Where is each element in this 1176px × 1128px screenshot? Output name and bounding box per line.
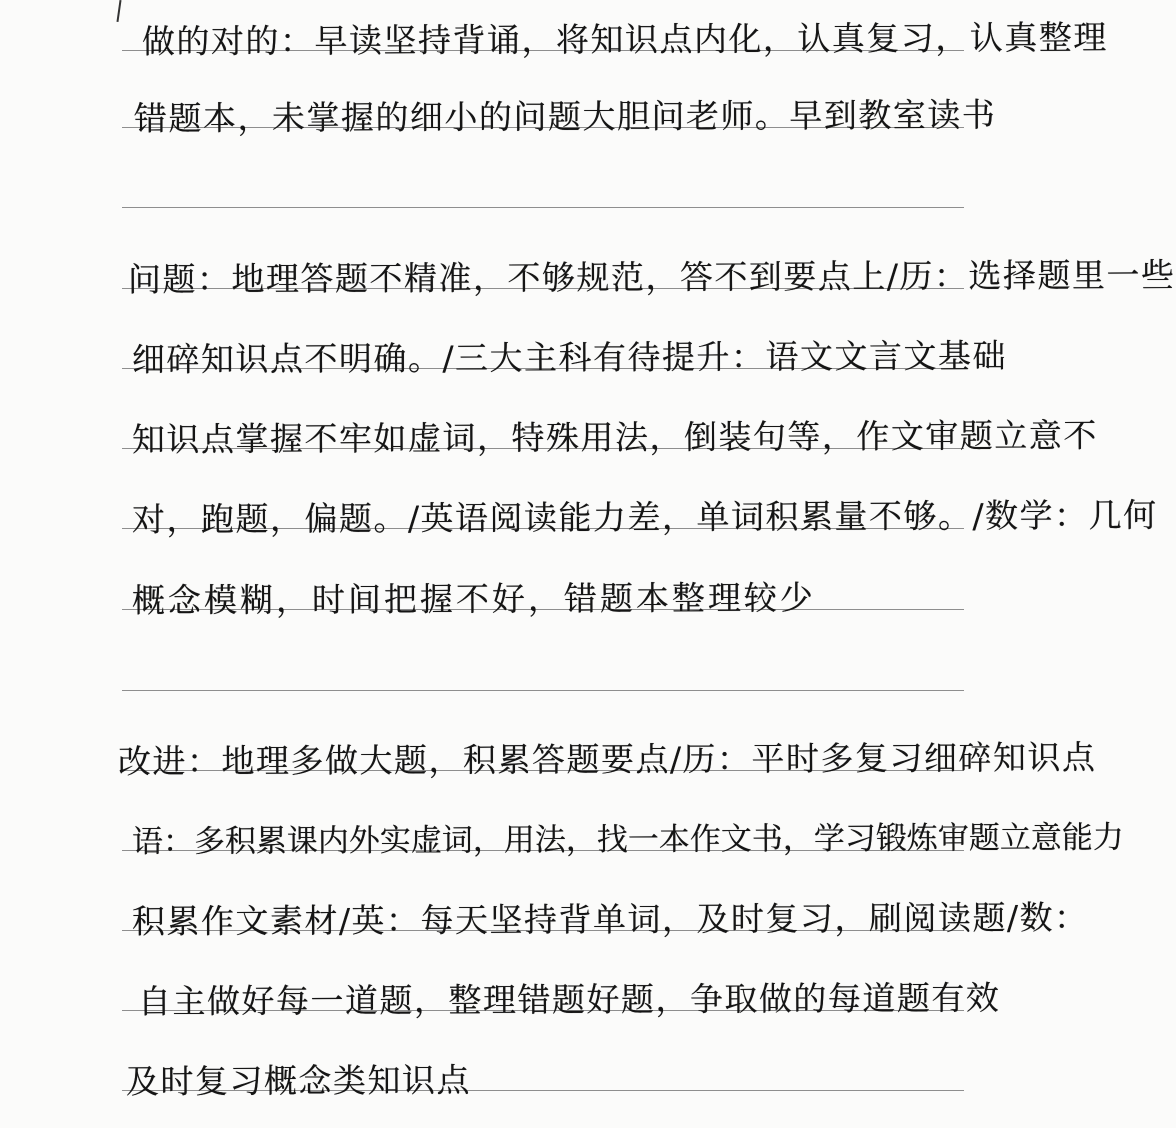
text-line-3: 问题：地理答题不精准，不够规范，答不到要点上/历：选择题里一些: [127, 255, 1176, 300]
text-line-9: 语：多积累课内外实虚词，用法，找一本作文书，学习锻炼审题立意能力: [131, 819, 1124, 861]
margin-pen-mark: [116, 0, 121, 22]
ruled-line: [122, 207, 964, 208]
text-line-10: 积累作文素材/英：每天坚持背单词，及时复习，刷阅读题/数：: [131, 897, 1089, 942]
text-line-1: 做的对的：早读坚持背诵，将知识点内化，认真复习，认真整理: [141, 17, 1108, 62]
text-line-12: 及时复习概念类知识点: [125, 1060, 471, 1101]
text-line-11: 自主做好每一道题，整理错题好题，争取做的每道题有效: [137, 978, 1001, 1022]
text-line-7: 概念模糊，时间把握不好，错题本整理较少: [131, 578, 816, 621]
text-line-8: 改进：地理多做大题，积累答题要点/历：平时多复习细碎知识点: [117, 737, 1097, 782]
ruled-line: [122, 690, 964, 691]
text-line-5: 知识点掌握不牢如虚词，特殊用法，倒装句等，作文审题立意不: [131, 415, 1098, 460]
text-line-2: 错题本，未掌握的细小的问题大胆问老师。早到教室读书: [133, 95, 997, 139]
text-line-6: 对，跑题，偏题。/英语阅读能力差，单词积累量不够。/数学：几何: [131, 495, 1158, 540]
text-line-4: 细碎知识点不明确。/三大主科有待提升：语文文言文基础: [131, 336, 1008, 380]
